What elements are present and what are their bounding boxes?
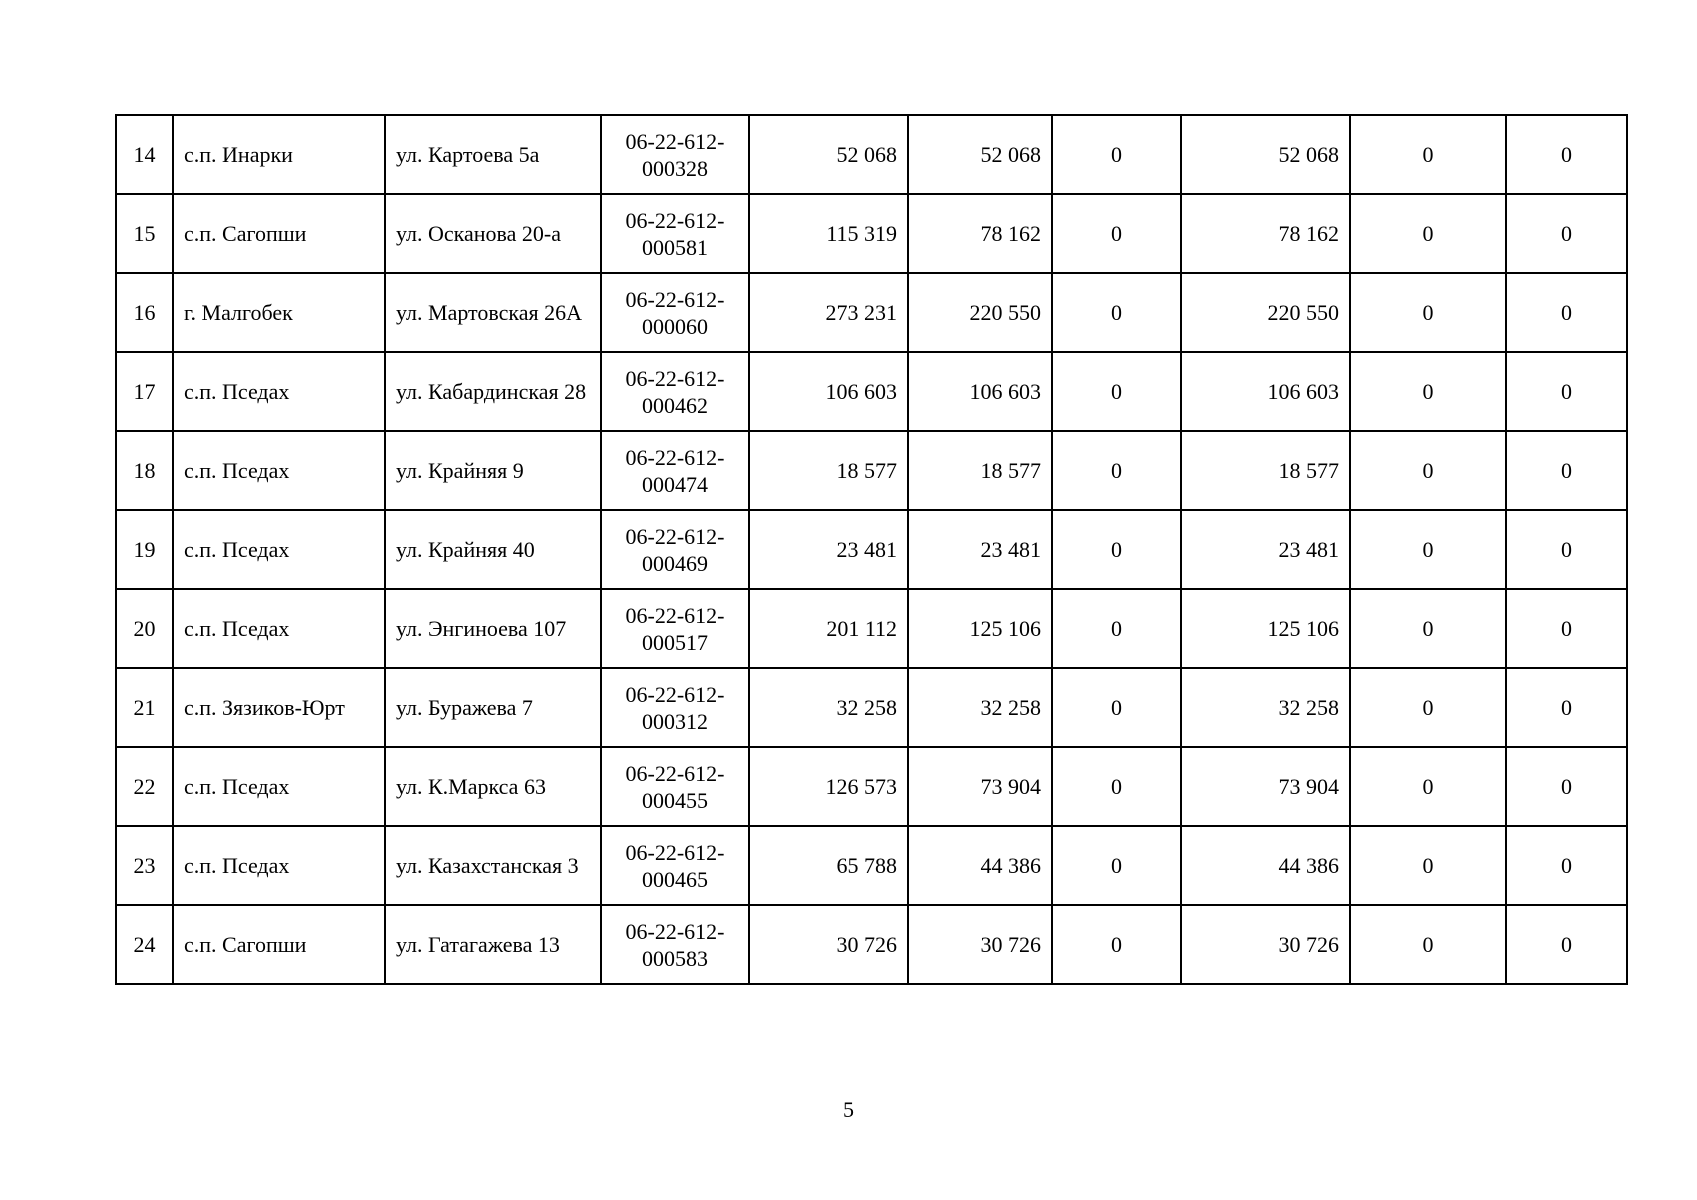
cell-row-number: 19 — [116, 510, 173, 589]
cell-value-6: 0 — [1506, 194, 1627, 273]
cell-settlement: с.п. Пседах — [173, 826, 385, 905]
cell-value-5: 0 — [1350, 273, 1506, 352]
cell-value-1: 126 573 — [749, 747, 908, 826]
cell-settlement: с.п. Зязиков-Юрт — [173, 668, 385, 747]
cell-value-3: 0 — [1052, 115, 1181, 194]
cell-value-3: 0 — [1052, 510, 1181, 589]
cell-value-4: 125 106 — [1181, 589, 1350, 668]
table-row — [116, 431, 1627, 510]
cell-code: 06-22-612-000328 — [601, 115, 749, 194]
cell-address: ул. Картоева 5а — [385, 115, 601, 194]
table-row — [116, 826, 1627, 905]
cell-value-6: 0 — [1506, 826, 1627, 905]
cell-row-number: 23 — [116, 826, 173, 905]
cell-value-6: 0 — [1506, 273, 1627, 352]
table-row — [116, 115, 1627, 194]
cell-value-5: 0 — [1350, 115, 1506, 194]
table-row — [116, 510, 1627, 589]
cell-address: ул. Крайняя 9 — [385, 431, 601, 510]
cell-value-5: 0 — [1350, 668, 1506, 747]
cell-value-5: 0 — [1350, 826, 1506, 905]
cell-settlement: с.п. Инарки — [173, 115, 385, 194]
table-row — [116, 273, 1627, 352]
cell-value-3: 0 — [1052, 194, 1181, 273]
cell-value-6: 0 — [1506, 668, 1627, 747]
cell-value-4: 23 481 — [1181, 510, 1350, 589]
cell-address: ул. К.Маркса 63 — [385, 747, 601, 826]
cell-value-4: 106 603 — [1181, 352, 1350, 431]
cell-settlement: с.п. Пседах — [173, 431, 385, 510]
cell-value-6: 0 — [1506, 510, 1627, 589]
cell-value-6: 0 — [1506, 747, 1627, 826]
cell-code: 06-22-612-000474 — [601, 431, 749, 510]
cell-code: 06-22-612-000581 — [601, 194, 749, 273]
cell-row-number: 24 — [116, 905, 173, 984]
cell-code: 06-22-612-000060 — [601, 273, 749, 352]
cell-value-6: 0 — [1506, 589, 1627, 668]
cell-value-2: 32 258 — [908, 668, 1052, 747]
cell-value-3: 0 — [1052, 352, 1181, 431]
cell-value-1: 106 603 — [749, 352, 908, 431]
cell-value-4: 44 386 — [1181, 826, 1350, 905]
cell-value-4: 32 258 — [1181, 668, 1350, 747]
table-row — [116, 668, 1627, 747]
cell-row-number: 21 — [116, 668, 173, 747]
cell-row-number: 18 — [116, 431, 173, 510]
cell-value-6: 0 — [1506, 431, 1627, 510]
cell-value-3: 0 — [1052, 431, 1181, 510]
cell-row-number: 15 — [116, 194, 173, 273]
cell-code: 06-22-612-000469 — [601, 510, 749, 589]
table-row — [116, 352, 1627, 431]
cell-value-1: 18 577 — [749, 431, 908, 510]
cell-code: 06-22-612-000312 — [601, 668, 749, 747]
cell-value-3: 0 — [1052, 668, 1181, 747]
cell-address: ул. Кабардинская 28 — [385, 352, 601, 431]
cell-value-5: 0 — [1350, 431, 1506, 510]
cell-value-5: 0 — [1350, 905, 1506, 984]
cell-value-5: 0 — [1350, 747, 1506, 826]
cell-code: 06-22-612-000583 — [601, 905, 749, 984]
cell-value-2: 52 068 — [908, 115, 1052, 194]
cell-value-3: 0 — [1052, 905, 1181, 984]
cell-value-2: 220 550 — [908, 273, 1052, 352]
cell-code: 06-22-612-000465 — [601, 826, 749, 905]
cell-address: ул. Крайняя 40 — [385, 510, 601, 589]
cell-value-2: 44 386 — [908, 826, 1052, 905]
cell-value-6: 0 — [1506, 905, 1627, 984]
cell-value-3: 0 — [1052, 273, 1181, 352]
table-body — [116, 115, 1627, 984]
cell-value-2: 106 603 — [908, 352, 1052, 431]
cell-value-3: 0 — [1052, 589, 1181, 668]
cell-address: ул. Казахстанская 3 — [385, 826, 601, 905]
cell-value-2: 18 577 — [908, 431, 1052, 510]
cell-address: ул. Гатагажева 13 — [385, 905, 601, 984]
cell-value-4: 220 550 — [1181, 273, 1350, 352]
cell-settlement: г. Малгобек — [173, 273, 385, 352]
cell-row-number: 17 — [116, 352, 173, 431]
cell-value-2: 78 162 — [908, 194, 1052, 273]
cell-value-5: 0 — [1350, 194, 1506, 273]
cell-value-1: 32 258 — [749, 668, 908, 747]
cell-settlement: с.п. Пседах — [173, 747, 385, 826]
cell-address: ул. Буражева 7 — [385, 668, 601, 747]
cell-value-2: 125 106 — [908, 589, 1052, 668]
cell-address: ул. Осканова 20-а — [385, 194, 601, 273]
data-table — [115, 114, 1628, 985]
cell-value-1: 115 319 — [749, 194, 908, 273]
cell-value-1: 23 481 — [749, 510, 908, 589]
cell-value-4: 52 068 — [1181, 115, 1350, 194]
cell-value-2: 73 904 — [908, 747, 1052, 826]
cell-settlement: с.п. Сагопши — [173, 905, 385, 984]
page-number: 5 — [843, 1097, 854, 1122]
cell-value-6: 0 — [1506, 352, 1627, 431]
cell-settlement: с.п. Пседах — [173, 352, 385, 431]
cell-value-4: 78 162 — [1181, 194, 1350, 273]
cell-value-3: 0 — [1052, 826, 1181, 905]
cell-value-3: 0 — [1052, 747, 1181, 826]
cell-value-2: 30 726 — [908, 905, 1052, 984]
table-row — [116, 589, 1627, 668]
cell-value-5: 0 — [1350, 589, 1506, 668]
cell-value-4: 18 577 — [1181, 431, 1350, 510]
cell-value-4: 73 904 — [1181, 747, 1350, 826]
cell-value-1: 30 726 — [749, 905, 908, 984]
cell-row-number: 20 — [116, 589, 173, 668]
cell-value-4: 30 726 — [1181, 905, 1350, 984]
cell-value-1: 52 068 — [749, 115, 908, 194]
cell-address: ул. Энгиноева 107 — [385, 589, 601, 668]
table-row — [116, 905, 1627, 984]
cell-code: 06-22-612-000517 — [601, 589, 749, 668]
cell-value-5: 0 — [1350, 510, 1506, 589]
cell-row-number: 14 — [116, 115, 173, 194]
cell-value-6: 0 — [1506, 115, 1627, 194]
cell-row-number: 16 — [116, 273, 173, 352]
cell-settlement: с.п. Пседах — [173, 510, 385, 589]
table-row — [116, 194, 1627, 273]
cell-code: 06-22-612-000462 — [601, 352, 749, 431]
table-row — [116, 747, 1627, 826]
cell-row-number: 22 — [116, 747, 173, 826]
cell-value-1: 201 112 — [749, 589, 908, 668]
cell-value-1: 65 788 — [749, 826, 908, 905]
cell-value-1: 273 231 — [749, 273, 908, 352]
cell-address: ул. Мартовская 26А — [385, 273, 601, 352]
cell-value-5: 0 — [1350, 352, 1506, 431]
cell-settlement: с.п. Пседах — [173, 589, 385, 668]
cell-code: 06-22-612-000455 — [601, 747, 749, 826]
cell-value-2: 23 481 — [908, 510, 1052, 589]
cell-settlement: с.п. Сагопши — [173, 194, 385, 273]
